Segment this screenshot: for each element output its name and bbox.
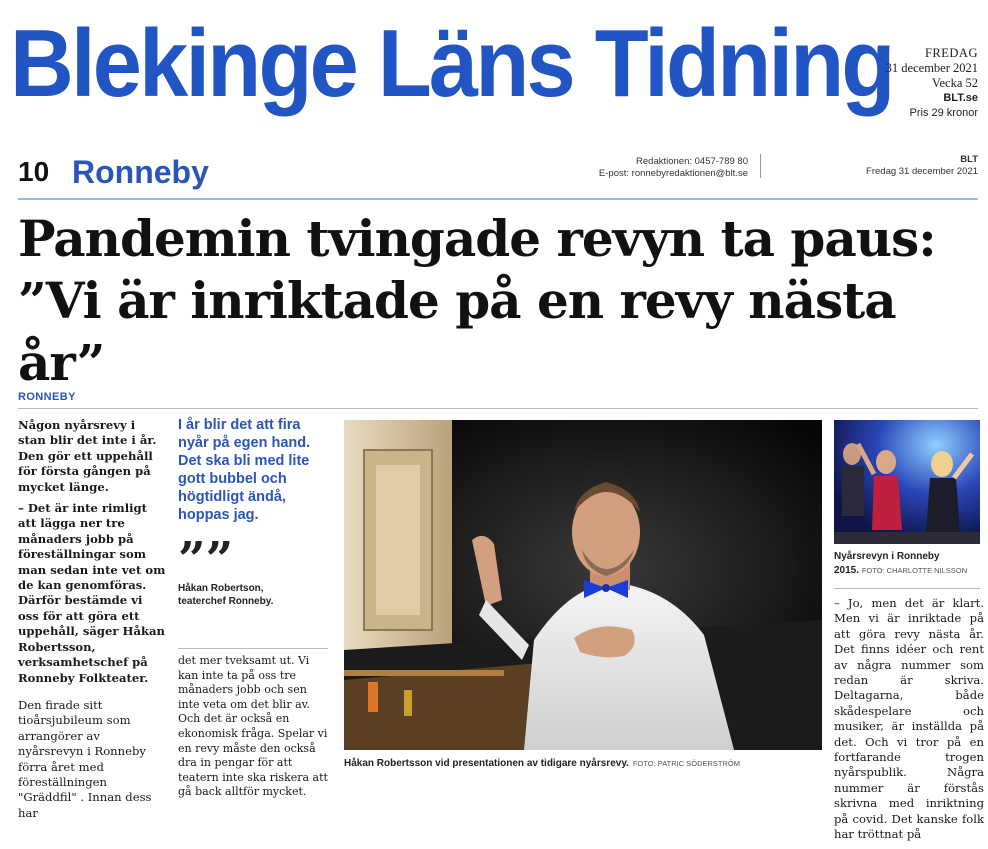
main-photo-caption — [344, 758, 822, 769]
masthead-title: Blekinge Läns Tidning — [10, 10, 893, 117]
article-column-1 — [18, 418, 166, 827]
masthead-info — [858, 46, 978, 121]
main-photo-image — [344, 420, 822, 750]
headline-line-1: Pandemin tvingade revyn ta paus: — [18, 209, 936, 268]
quote-marks-icon: ”” — [178, 532, 234, 588]
column-3-paragraph: – Jo, men det är klart. Men vi är inriktade på att göra revy nästa år. Det finns idéer och rent av några nummer som redan är skriva. Deltagarna, både skådespelare och musiker, är inställda på det. Och vi tror på en fortfarande trogen nyårspublik. Några nummer är förstås skrivna med inriktning på covid. Det kanske folk har tröttnat på — [834, 596, 984, 842]
main-caption-text: Håkan Robertsson vid presentationen av tidigare nyårsrevy. — [344, 758, 629, 769]
main-photo — [344, 420, 822, 750]
header-rule — [18, 198, 978, 200]
quote-source-title: teaterchef Ronneby. — [178, 596, 274, 607]
section-name: Ronneby — [72, 154, 209, 190]
contact-phone: Redaktionen: 0457-789 80 — [636, 156, 748, 167]
body-paragraph: Den firade sitt tioårsjubileum som arrangörer av nyårsrevyn i Ronneby förra året med föreställningen "Gräddfil" . Innan dess har — [18, 697, 152, 820]
masthead-site: BLT.se — [943, 92, 978, 104]
dateline-rule — [18, 408, 978, 409]
header-divider — [760, 154, 761, 178]
edition-date: Fredag 31 december 2021 — [866, 166, 978, 177]
page-number: 10 — [18, 156, 50, 187]
side-caption-year: 2015. — [834, 565, 860, 576]
side-photo-caption — [834, 550, 984, 578]
side-photo-image — [834, 420, 980, 544]
quote-source — [178, 582, 328, 608]
article-column-2 — [178, 654, 328, 806]
contact-info — [560, 156, 748, 180]
masthead-date: 31 december 2021 — [885, 61, 978, 75]
masthead-weekday: FREDAG — [924, 46, 978, 60]
side-rule — [834, 588, 980, 589]
lead-paragraph-2: – Det är inte rimligt att lägga ner tre månaders jobb på föreställningar som man sedan inte vet om de kan genomföras. Därför bestämde vi oss för att göra ett uppehåll, säger Håkan Robertsson, verksamhetschef på Ronneby Folkteater. — [18, 501, 166, 685]
column-2-paragraph: det mer tveksamt ut. Vi kan inte ta på oss tre månaders jobb och sen inte veta om det blir av. Och det är också en ekonomisk fråga. Spelar vi en revy måste den också dra in pengar för att teatern inte ska riskera att gå back alltför mycket. — [178, 654, 328, 799]
side-caption-line1: Nyårsrevyn i Ronneby — [834, 551, 940, 562]
article-dateline: RONNEBY — [18, 391, 76, 403]
masthead-week: Vecka 52 — [931, 76, 978, 90]
article-column-3 — [834, 596, 984, 849]
side-caption-credit: FOTO: CHARLOTTE NILSSON — [861, 566, 968, 575]
contact-email: E-post: ronnebyredaktionen@blt.se — [598, 168, 748, 179]
main-caption-credit: FOTO: PATRIC SÖDERSTRÖM — [632, 759, 741, 768]
quote-source-name: Håkan Robertson, — [178, 583, 264, 594]
quote-rule — [178, 648, 328, 649]
masthead-price: Pris 29 kronor — [909, 107, 978, 119]
side-photo — [834, 420, 980, 544]
edition-paper: BLT — [960, 154, 978, 165]
lead-paragraph: Någon nyårsrevy i stan blir det inte i år. Den gör ett uppehåll för första gången på mycket länge. — [18, 418, 157, 494]
edition-info — [848, 154, 978, 178]
headline-line-2: ”Vi är inriktade på en revy nästa år” — [18, 271, 896, 392]
pull-quote: I år blir det att fira nyår på egen hand. Det ska bli med lite gott bubbel och högtidligt ändå, hoppas jag. — [178, 417, 311, 523]
article-headline — [18, 208, 978, 394]
